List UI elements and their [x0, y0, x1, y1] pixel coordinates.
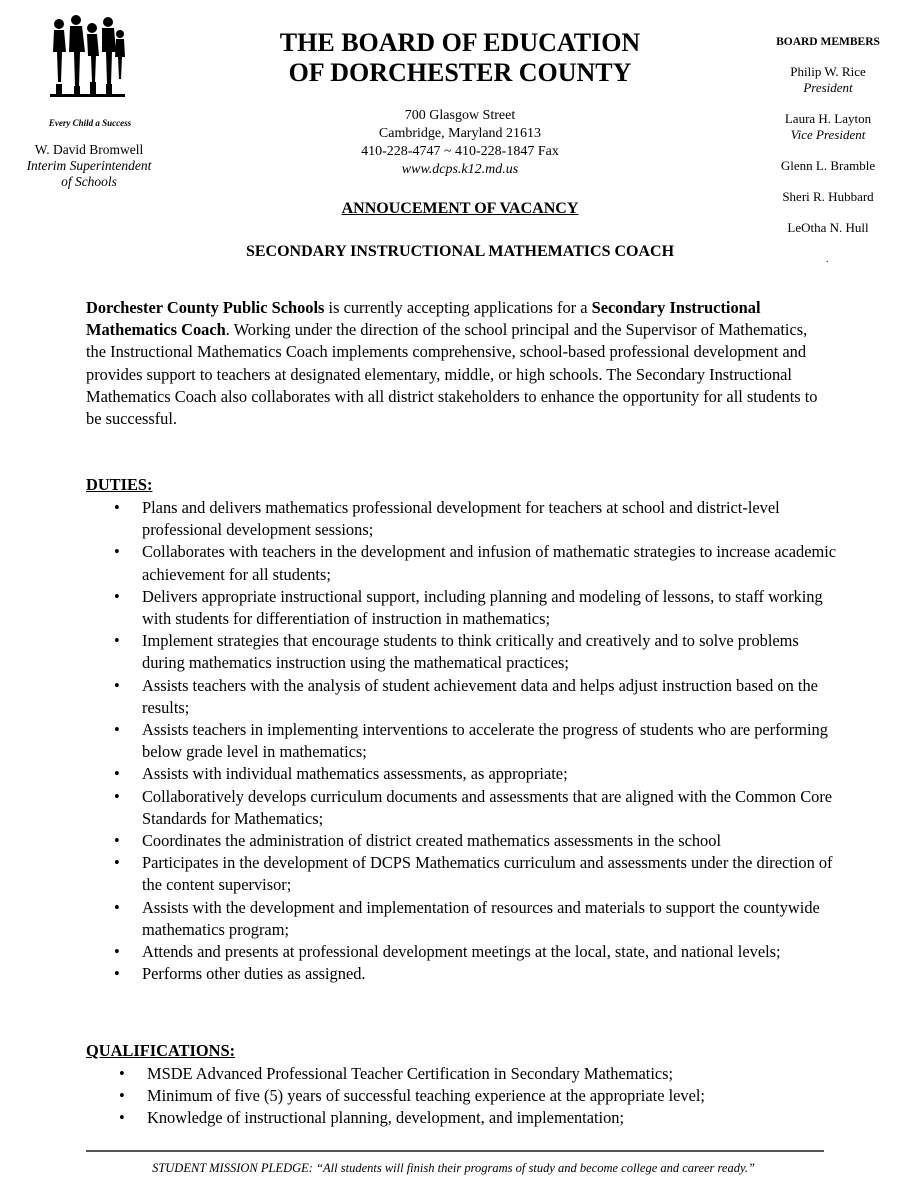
duty-item: • Assists with individual mathematics assessments, as appropriate;	[142, 763, 842, 785]
duty-item: • Assists with the development and implementation of resources and materials to support the countywide mathematics program;	[142, 897, 842, 941]
website: www.dcps.k12.md.us	[401, 162, 519, 177]
qualifications-heading: QUALIFICATIONS:	[86, 1041, 236, 1060]
qualifications-list	[147, 1063, 847, 1130]
position-title: SECONDARY INSTRUCTIONAL MATHEMATICS COACH	[245, 243, 675, 260]
duty-item: • Coordinates the administration of district created mathematics assessments in the school	[142, 830, 842, 852]
member-name: Laura H. Layton	[784, 111, 872, 126]
qualification-item: • MSDE Advanced Professional Teacher Certification in Secondary Mathematics;	[147, 1063, 847, 1085]
member-name: Philip W. Rice	[790, 64, 866, 79]
vacancy-heading: ANNOUCEMENT OF VACANCY	[341, 200, 579, 217]
intro-paragraph	[86, 297, 826, 430]
footer-divider	[86, 1150, 824, 1152]
qualification-item: • Knowledge of instructional planning, development, and implementation;	[147, 1107, 847, 1129]
address-city: Cambridge, Maryland 21613	[378, 126, 542, 141]
duties-heading: DUTIES:	[86, 475, 153, 494]
duties-list	[142, 497, 842, 985]
member-name: LeOtha N. Hull	[787, 220, 869, 235]
address-block	[250, 107, 670, 179]
duty-item: • Assists teachers in implementing interventions to accelerate the progress of students who are performing below grade level in mathematics;	[142, 719, 842, 763]
duty-item: • Attends and presents at professional development meetings at the local, state, and national levels;	[142, 941, 842, 963]
motto: Every Child a Success	[48, 118, 132, 128]
member-role: President	[803, 80, 853, 95]
address-street: 700 Glasgow Street	[404, 108, 516, 123]
duty-item: • Participates in the development of DCPS Mathematics curriculum and assessments under the direction of the content supervisor;	[142, 852, 842, 896]
title-line-2: OF DORCHESTER COUNTY	[288, 58, 632, 87]
member-name: Glenn L. Bramble	[780, 158, 876, 173]
mission-pledge: STUDENT MISSION PLEDGE: “All students will finish their programs of study and become college and career ready.”	[152, 1161, 755, 1175]
board-member	[748, 64, 907, 96]
title-line-1: THE BOARD OF EDUCATION	[279, 28, 641, 57]
duty-item: • Implement strategies that encourage students to think critically and creatively and to solve problems during mathematics instruction using the mathematical practices;	[142, 630, 842, 674]
superintendent-title-2: of Schools	[61, 174, 117, 189]
children-silhouette-logo	[50, 14, 125, 106]
position-name: Secondary Instructional Mathematics Coach	[86, 298, 761, 340]
member-role: Vice President	[790, 127, 866, 142]
duty-item: • Collaboratively develops curriculum documents and assessments that are aligned with the Common Core Standards for Mathematics;	[142, 786, 842, 830]
board-members	[748, 36, 907, 251]
duty-item: • Assists teachers with the analysis of student achievement data and helps adjust instruction based on the results;	[142, 675, 842, 719]
board-heading: BOARD MEMBERS	[776, 36, 880, 48]
intro-text-2: . Working under the direction of the school principal and the Supervisor of Mathematics, the Instructional Mathematics Coach implements comprehensive, school-based professional development and provides support to teachers at designated elementary, middle, or high schools. The Secondary Instructional Mathematics Coach also collaborates with all district stakeholders to enhance the opportunity for all students to be successful.	[86, 320, 818, 429]
duty-item: • Plans and delivers mathematics professional development for teachers at school and district-level professional development sessions;	[142, 497, 842, 541]
stray-dot: .	[826, 254, 829, 265]
duty-item: • Delivers appropriate instructional support, including planning and modeling of lessons, to staff working with students for differentiation of instruction in mathematics;	[142, 586, 842, 630]
phone-fax: 410-228-4747 ~ 410-228-1847 Fax	[361, 144, 559, 159]
qualification-item: • Minimum of five (5) years of successful teaching experience at the appropriate level;	[147, 1085, 847, 1107]
board-member	[748, 189, 907, 205]
superintendent-name: W. David Bromwell	[34, 142, 144, 157]
board-member	[748, 220, 907, 236]
superintendent-block	[14, 142, 164, 190]
intro-text-1: is currently accepting applications for a	[324, 298, 592, 317]
board-member	[748, 111, 907, 143]
duty-item: • Performs other duties as assigned.	[142, 963, 842, 985]
board-member	[748, 158, 907, 174]
superintendent-title: Interim Superintendent	[26, 158, 152, 173]
document-title	[200, 28, 720, 88]
member-name: Sheri R. Hubbard	[782, 189, 874, 204]
duty-item: • Collaborates with teachers in the development and infusion of mathematic strategies to increase academic achievement for all students;	[142, 541, 842, 585]
org-name: Dorchester County Public Schools	[86, 298, 325, 317]
